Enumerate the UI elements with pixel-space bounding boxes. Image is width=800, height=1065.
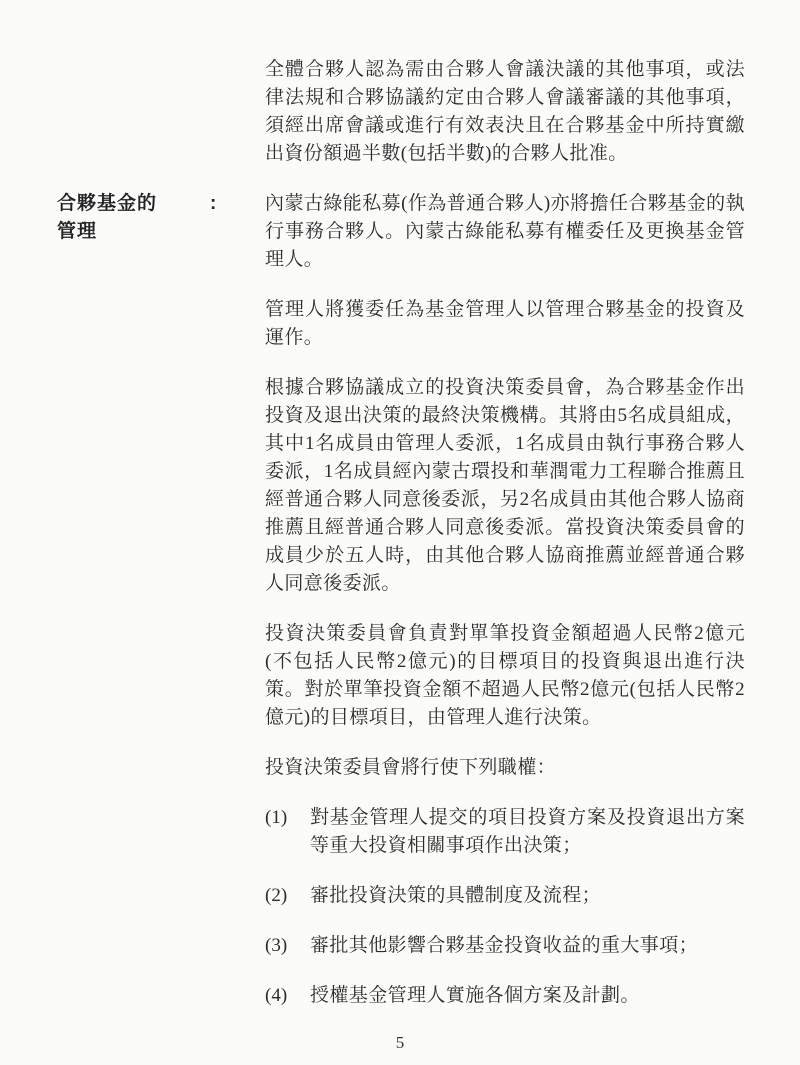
list-row xyxy=(57,804,745,1032)
section-paragraph-2: 管理人將獲委任為基金管理人以管理合夥基金的投資及運作。 xyxy=(265,299,745,348)
list-item-number: (2) xyxy=(265,885,288,906)
paragraph-row xyxy=(57,374,745,620)
list-item xyxy=(265,982,745,1010)
list-item-number: (1) xyxy=(265,807,288,828)
paragraph-row xyxy=(57,620,745,754)
list-intro-paragraph: 投資決策委員會將行使下列職權： xyxy=(265,757,557,778)
section-label: 合夥基金的管理 xyxy=(57,193,158,242)
list-item-text: 審批投資決策的具體制度及流程； xyxy=(310,885,602,906)
paragraph-row xyxy=(57,296,745,374)
section-paragraph-1: 內蒙古綠能私募(作為普通合夥人)亦將擔任合夥基金的執行事務合夥人。內蒙古綠能私募有權委任及更換基金管理人。 xyxy=(265,193,745,270)
numbered-list xyxy=(265,804,745,1032)
list-item-number: (4) xyxy=(265,985,288,1006)
continuation-paragraph: 全體合夥人認為需由合夥人會議決議的其他事項，或法律法規和合夥協議約定由合夥人會議審議的其他事項，須經出席會議或進行有效表決且在合夥基金中所持實繳出資份額過半數(包括半數)的合夥人批准。 xyxy=(265,59,745,164)
list-item-text: 授權基金管理人實施各個方案及計劃。 xyxy=(310,985,640,1006)
list-item xyxy=(265,804,745,860)
page-number: 5 xyxy=(395,1033,405,1052)
document-content xyxy=(57,56,745,1032)
list-item xyxy=(265,882,745,910)
continuation-row xyxy=(57,56,745,190)
list-item-number: (3) xyxy=(265,935,288,956)
section-row xyxy=(57,190,745,296)
list-item-text: 對基金管理人提交的項目投資方案及投資退出方案等重大投資相關事項作出決策； xyxy=(310,807,745,856)
section-paragraph-4: 投資決策委員會負責對單筆投資金額超過人民幣2億元(不包括人民幣2億元)的目標項目的投資與退出進行決策。對於單筆投資金額不超過人民幣2億元(包括人民幣2億元)的目標項目，由管理人進行決策。 xyxy=(265,623,745,728)
list-item xyxy=(265,932,745,960)
section-separator: : xyxy=(210,193,217,214)
paragraph-row xyxy=(57,754,745,804)
section-paragraph-3: 根據合夥協議成立的投資決策委員會，為合夥基金作出投資及退出決策的最終決策機構。其將由5名成員組成，其中1名成員由管理人委派，1名成員由執行事務合夥人委派，1名成員經內蒙古環投和華潤電力工程聯合推薦且經普通合夥人同意後委派，另2名成員由其他合夥人協商推薦且經普通合夥人同意後委派。當投資決策委員會的成員少於五人時，由其他合夥人協商推薦並經普通合夥人同意後委派。 xyxy=(265,377,745,594)
list-item-text: 審批其他影響合夥基金投資收益的重大事項； xyxy=(310,935,699,956)
